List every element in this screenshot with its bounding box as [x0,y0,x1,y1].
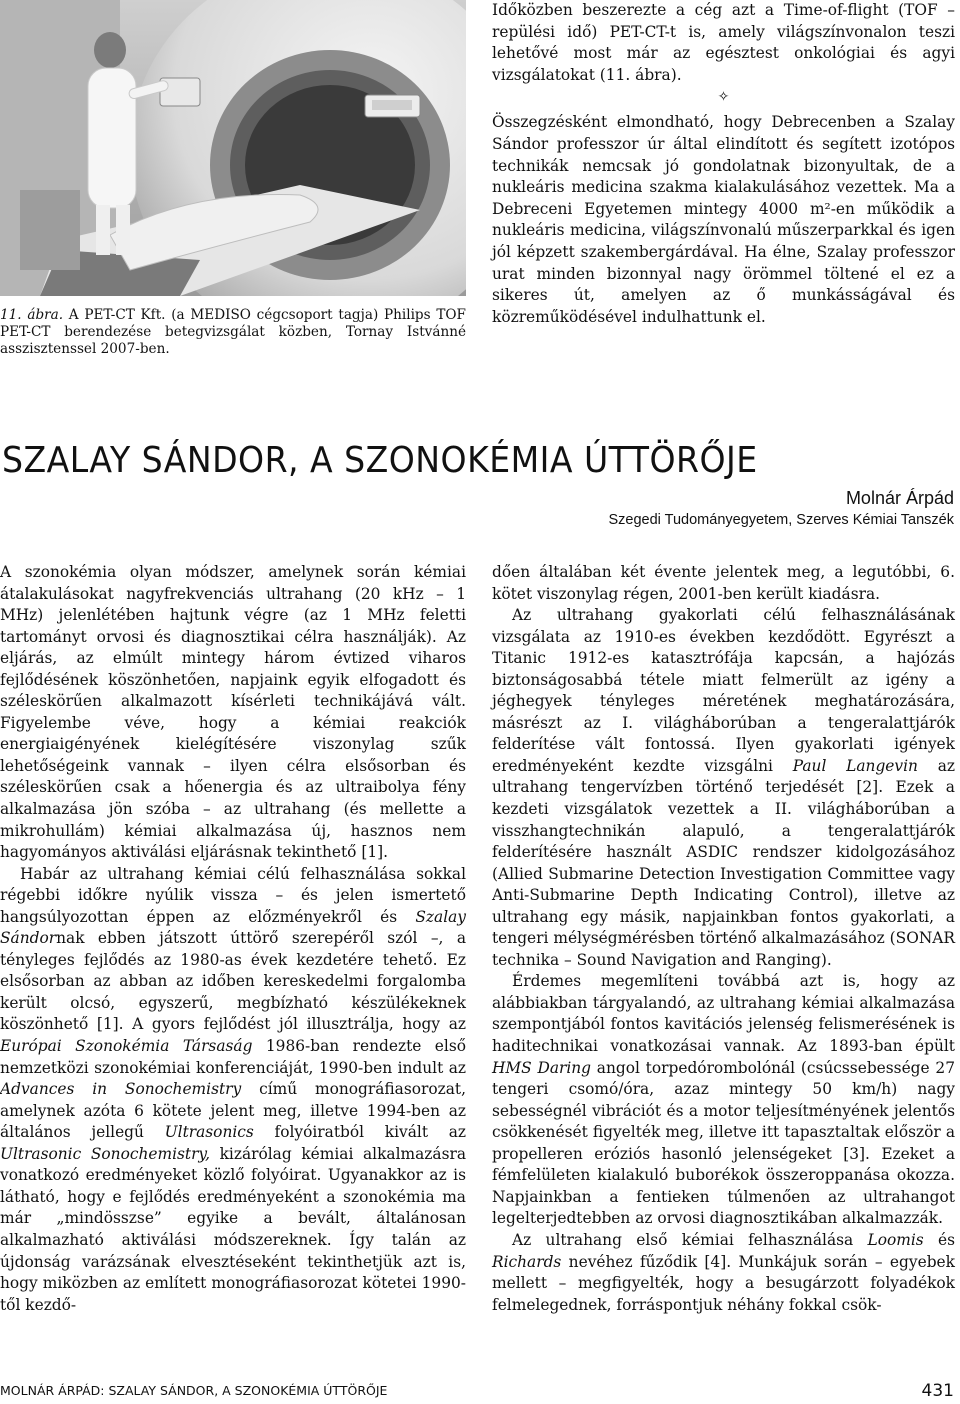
emphasis: Richards [492,1252,562,1271]
figure-photo [0,0,466,296]
body-column-right [492,562,955,1316]
text-run: kizárólag kémiai alkalmazásra vonatkozó eredményeket közlő folyóirat. Ugyanakkor az is látható, hogy e fejlődés eredményeként a szonokémia ma már „mindösszse” egyike a bevált, általánosan alkalmazható aktiválási módszereknek. Így talán az újdonság varázsának elvesztéseként tekinthetjük azt is, hogy miközben az említett monográfiasorozat kötetei 1990-től kezdő- [0,1144,467,1314]
text-run: Az ultrahang első kémiai felhasználása [512,1230,868,1249]
intro-paragraph-1: Időközben beszerezte a cég azt a Time-of-flight (TOF – repülési idő) PET-CT-t is, amely világszínvonalon teszi lehetővé most már az egésztest onkológiai és agyi vizsgálatokat (11. ábra). [492,1,955,84]
article-author: Molnár Árpád [845,488,954,508]
page-number: 431 [921,1381,954,1401]
text-run: Az ultrahang gyakorlati célú felhasználásának vizsgálata az 1910-es években kezdődött. Egyrészt a Titanic 1912-es katasztrófája kapcsán, a hajózás biztonságosabbá tétele miatt felmerült az igény a jéghegyek tényleges méretének meghatározására, másrészt az I. világháborúban a tengeralattjárók felderítése vált fontossá. Ilyen gyakorlati igények eredményeként kezdte vizsgálni [492,606,955,775]
text-run: nevéhez fűződik [4]. Munkájuk során – egyebek mellett – megfigyelték, hogy a besugárzott folyadékok felmelegednek, forráspontjuk néhány fokkal csök- [492,1252,955,1314]
right-paragraph-4 [492,1230,955,1316]
text-run: és [923,1230,955,1249]
separator-ornament-icon: ✧ [717,89,730,106]
emphasis: Advances in Sonochemistry [0,1080,242,1099]
emphasis: Európai Szonokémia Társaság [0,1037,253,1056]
intro-column [492,0,955,328]
emphasis: Szalay Sándor [0,907,466,948]
right-paragraph-2 [492,605,955,971]
emphasis: Ultrasonics [164,1123,254,1142]
article-affiliation: Szegedi Tudományegyetem, Szerves Kémiai Tanszék [608,512,954,528]
emphasis: Ultrasonic Sonochemistry, [0,1144,210,1163]
article-title: SZALAY SÁNDOR, A SZONOKÉMIA ÚTTÖRŐJE [2,440,758,481]
left-paragraph-1: A szonokémia olyan módszer, amelynek során kémiai átalakulásokat nagyfrekvenciás ultrahang (20 kHz – 1 MHz) jelenlétében hajtunk végre (az 1 MHz feletti tartományt orvosi és diagnosztikai célra használják). Az eljárás, az elmúlt mintegy három évtized viharos fejlődésének köszönhetően, napjaink egyik elfogadott és széleskörűen alkalmazott kísérleti technikájává vált. Figyelembe véve, hogy a kémiai reakciók energiaigényének kielégítésére viszonylag szűk lehetőségeink vannak – ilyen célra elsősorban és széleskörűen csak a hőenergia és az ultraibolya fény alkalmazása jön szóba – az ultrahang (és mellette a mikrohullám) kémiai alkalmazása új, hasznos nem hagyományos aktiválási eljárásnak tekinthető [1]. [0,563,466,862]
figure-caption [0,307,466,358]
pet-ct-scanner-image [0,0,466,296]
text-run: Habár az ultrahang kémiai célú felhasználása sokkal régebbi időkre nyúlik vissza – és jelen ismertető hangsúlyozottan éppen az előzményekről és [0,864,466,926]
text-run: nak ebben játszott úttörő szerepéről szól –, a tényleges fejlődés az 1980-as évek kezdetére tehető. Ez elsősorban az abban az időben kereskedelmi forgalomba került olcsó, egyszerű, megbízható készülékeknek köszönhető [1]. A gyors fejlődést jól illusztrálja, hogy az [0,929,466,1034]
text-run: az ultrahang tengervízben történő terjedését [2]. Ezek a kezdeti vizsgálatok vezettek a II. világháborúban a visszhangtechnikán alapuló, a tengeralattjárók felderítésére használt ASDIC rendszer kidolgozásához (Allied Submarine Detection Investigation Committee vagy Anti-Submarine Depth Indicating Control), illetve az ultrahang egy másik, napjainkban fontos gyakorlati, a tengeri mélységmérésben történő alkalmazásához (SONAR technika – Sound Navigation and Ranging). [492,756,955,969]
emphasis: Paul Langevin [792,756,918,775]
caption-text: A PET-CT Kft. (a MEDISO cégcsoport tagja) Philips TOF PET-CT berendezése betegvizsgálat közben, Tornay Istvánné asszisztenssel 2007-ben. [0,307,466,357]
text-run: Érdemes megemlíteni továbbá azt is, hogy az alábbiakban tárgyalandó, az ultrahang kémiai alkalmazása szempontjából fontos kavitációs jelenség felismerésének is haditechnikai vonatkozásai vannak. Az 1893-ban épült [492,972,955,1056]
text-run: 1986-ban rendezte első nemzetközi szonokémiai konferenciáját, 1990-ben indult az [0,1037,466,1077]
intro-paragraph-2: Összegzésként elmondható, hogy Debrecenben a Szalay Sándor professzor úr által elindított és segített izotópos technikák nemcsak jó gondolatnak bizonyultak, de a nukleáris medicina szakma kialakulásához vezettek. Ma a Debreceni Egyetemen mintegy 4000 m²-en működik a nukleáris medicina, világszínvonalú műszerparkkal és igen jól képzett szakembergárdával. Ha élne, Szalay professzor urat minden bizonnyal nagy örömmel töltené el ez a sikeres út, amelyen az ő munkásságával és közreműködésével indulhattunk el. [492,113,955,326]
text-run: folyóiratból kivált az [253,1123,467,1142]
body-column-left [0,562,466,1316]
left-paragraph-2 [0,864,466,1316]
text-run: című monográfiasorozat, amelynek azóta 6 kötete jelent meg, illetve 1994-ben az általános jellegű [0,1080,466,1142]
right-paragraph-3 [492,971,955,1230]
caption-label: 11. ábra. [0,307,64,323]
text-run: angol torpedórombolónál (csúcssebessége 27 tengeri csomó/óra, azaz mintegy 50 km/h) nagy sebességnél vibrációt és a motor teljesítményének jelentős csökkenését figyelték meg, illetve itt tapasztaltak először a propelleren eróziós hasonló jelenségeket [3]. Ezeket a fémfelületen kialakuló buborékok összeroppanása okozza. Napjainkban a fentieken túlmenően az ultrahangot legelterjedtebben az orvosi diagnosztikában alkalmazzák. [492,1058,955,1228]
right-paragraph-1: dően általában két évente jelentek meg, a legutóbbi, 6. kötet viszonylag régen, 2001-ben került kiadásra. [492,563,955,603]
running-footer-title: MOLNÁR ÁRPÁD: SZALAY SÁNDOR, A SZONOKÉMIA ÚTTÖRŐJE [0,1383,388,1398]
emphasis: HMS Daring [492,1058,592,1077]
emphasis: Loomis [867,1230,924,1249]
